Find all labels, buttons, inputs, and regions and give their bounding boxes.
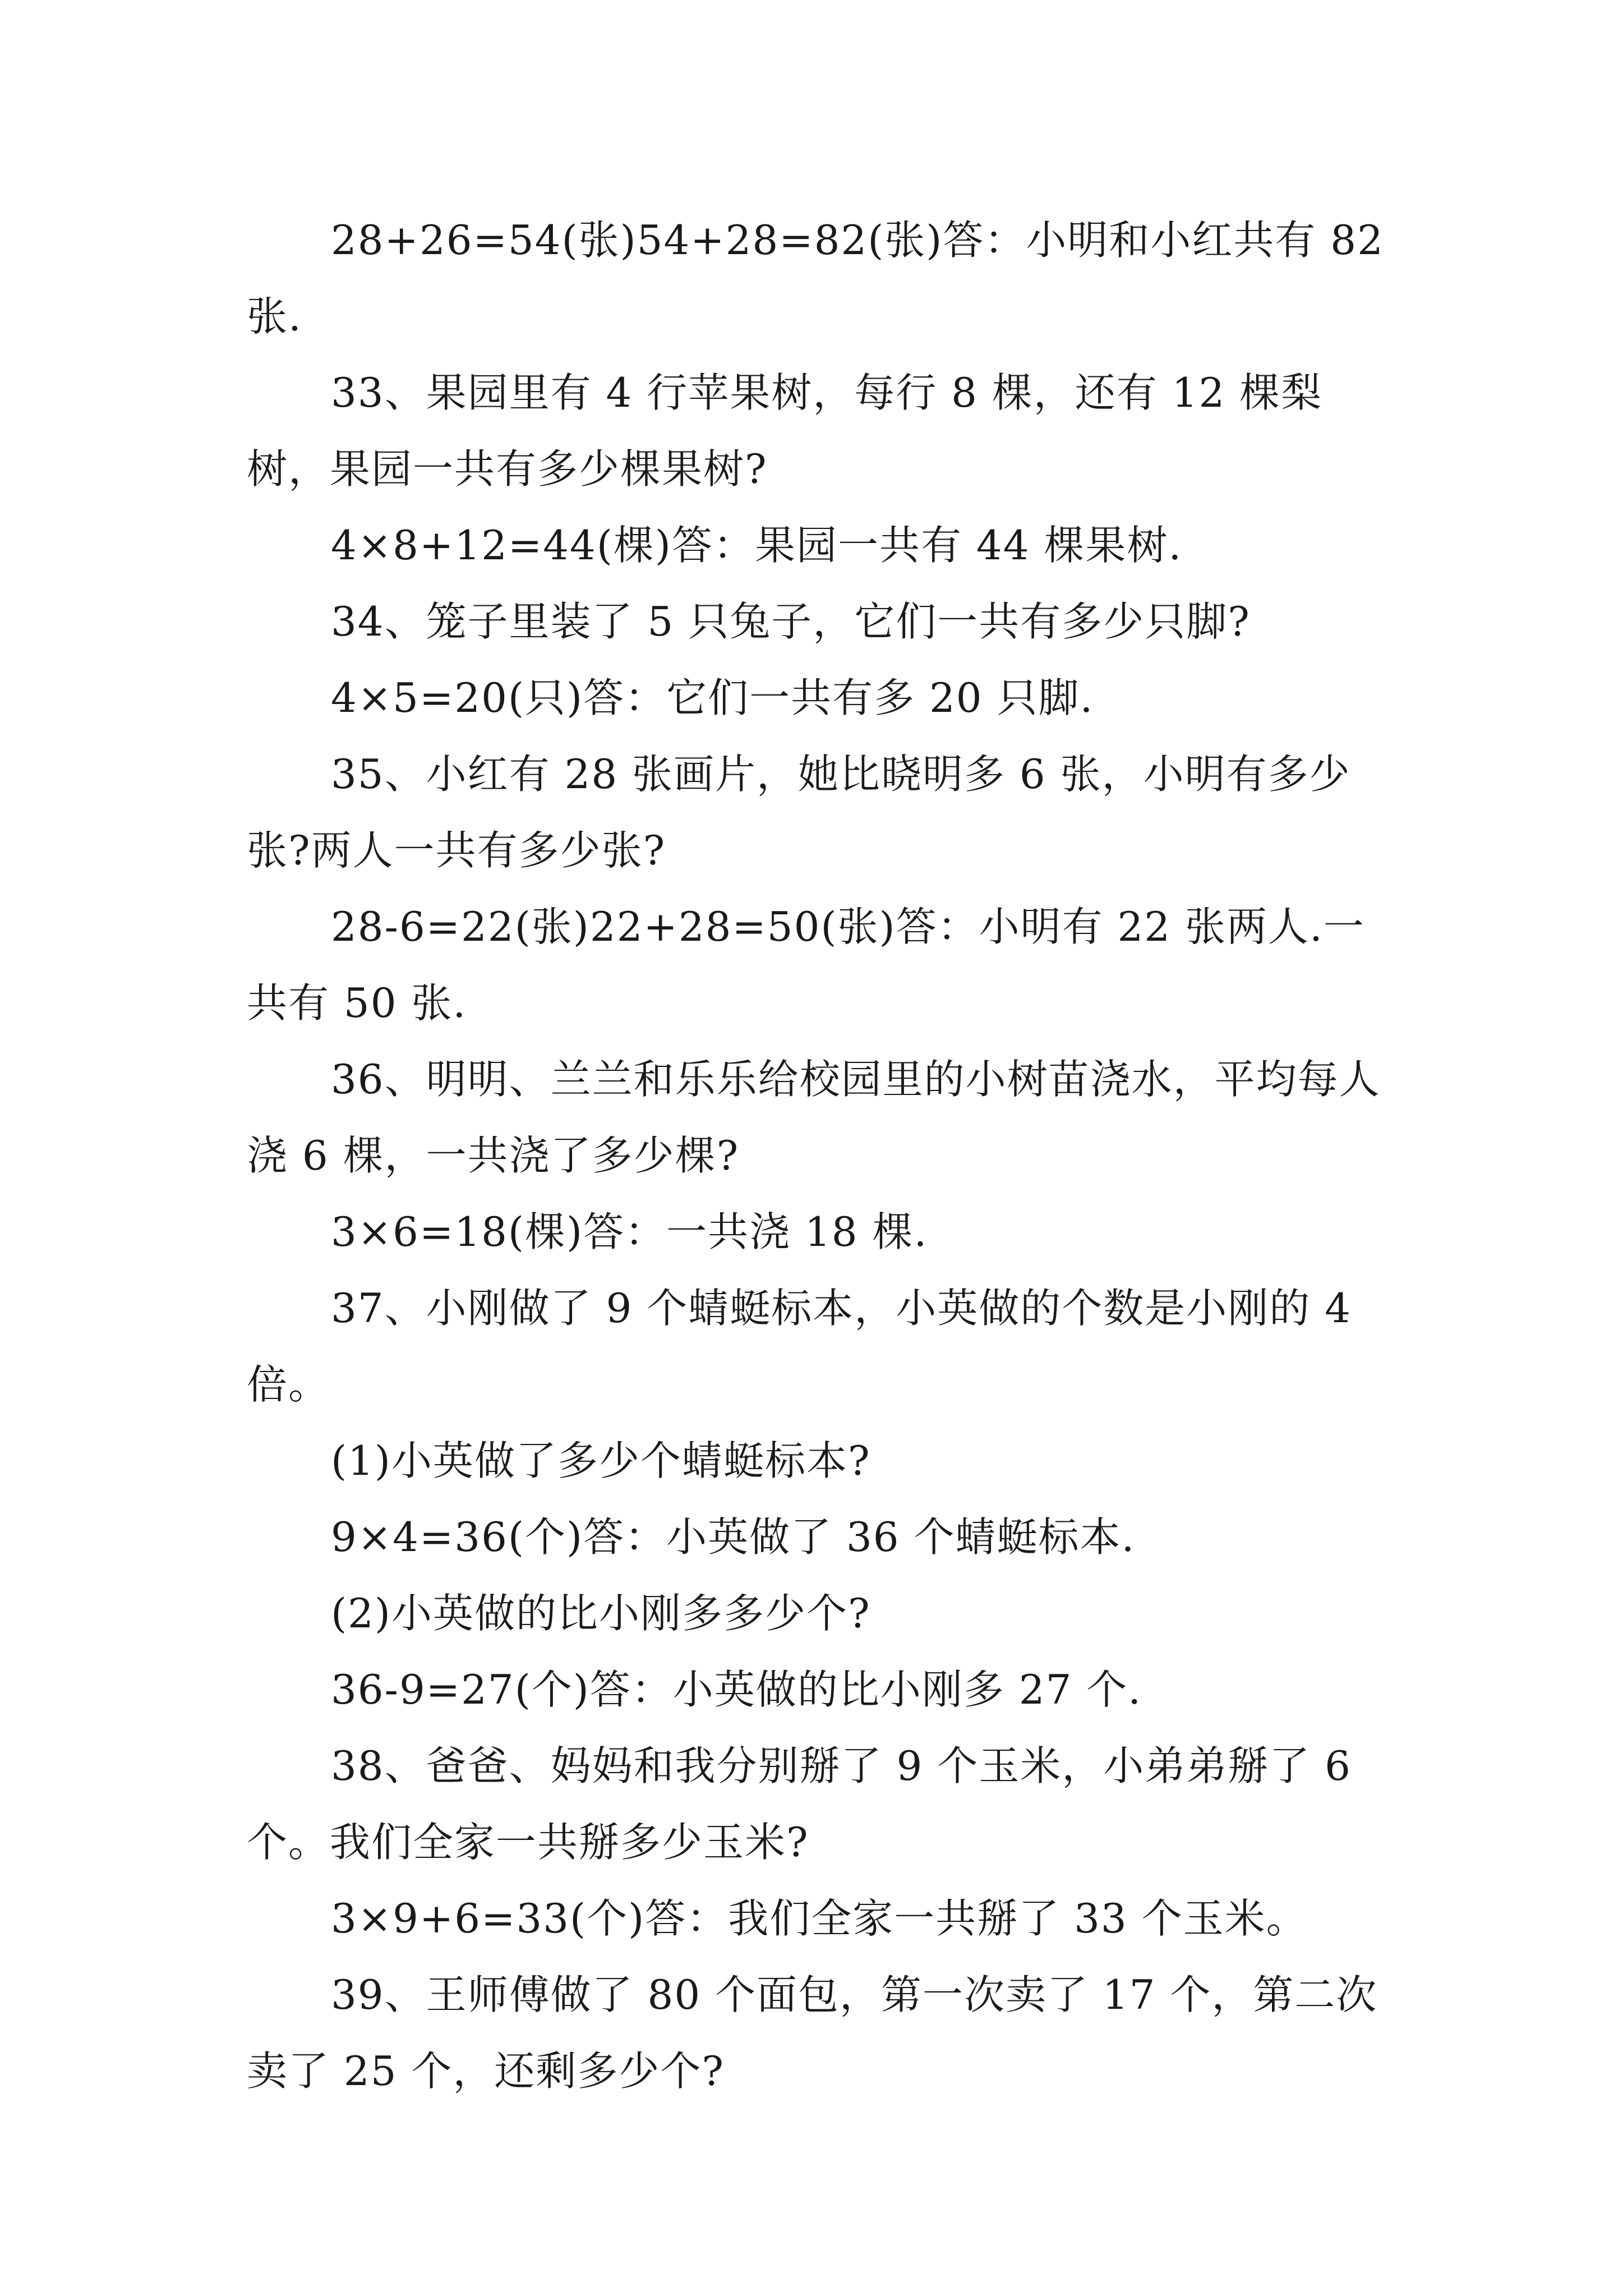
- paragraph: 4×5=20(只)答：它们一共有多 20 只脚.: [331, 674, 1094, 721]
- paragraph: 36、明明、兰兰和乐乐给校园里的小树苗浇水，平均每人浇 6 棵，一共浇了多少棵?: [247, 1056, 1381, 1179]
- paragraph: 3×9+6=33(个)答：我们全家一共掰了 33 个玉米。: [331, 1895, 1308, 1942]
- paragraph: 33、果园里有 4 行苹果树，每行 8 棵，还有 12 棵梨树，果园一共有多少棵果树?: [247, 369, 1323, 493]
- paragraph: (1)小英做了多少个蜻蜓标本?: [331, 1437, 871, 1484]
- paragraph: 38、爸爸、妈妈和我分别掰了 9 个玉米，小弟弟掰了 6 个。我们全家一共掰多少玉米?: [247, 1742, 1352, 1866]
- paragraph: (2)小英做的比小刚多多少个?: [331, 1590, 871, 1637]
- paragraph: 39、王师傅做了 80 个面包，第一次卖了 17 个，第二次卖了 25 个，还剩多少个?: [247, 1971, 1378, 2095]
- paragraph: 28+26=54(张)54+28=82(张)答：小明和小红共有 82 张.: [247, 217, 1384, 340]
- paragraph: 3×6=18(棵)答：一共浇 18 棵.: [331, 1208, 928, 1255]
- paragraph: 36-9=27(个)答：小英做的比小刚多 27 个.: [331, 1666, 1142, 1713]
- paragraph: 35、小红有 28 张画片，她比晓明多 6 张，小明有多少张?两人一共有多少张?: [247, 751, 1351, 874]
- paragraph: 9×4=36(个)答：小英做了 36 个蜻蜓标本.: [331, 1513, 1136, 1561]
- paragraph: 34、笼子里装了 5 只兔子，它们一共有多少只脚?: [331, 598, 1251, 645]
- paragraph: 28-6=22(张)22+28=50(张)答：小明有 22 张两人.一共有 50 张.: [247, 903, 1365, 1027]
- document-body: [247, 202, 1391, 2109]
- paragraph: 4×8+12=44(棵)答：果园一共有 44 棵果树.: [331, 522, 1183, 569]
- paragraph: 37、小刚做了 9 个蜻蜓标本，小英做的个数是小刚的 4 倍。: [247, 1285, 1352, 1408]
